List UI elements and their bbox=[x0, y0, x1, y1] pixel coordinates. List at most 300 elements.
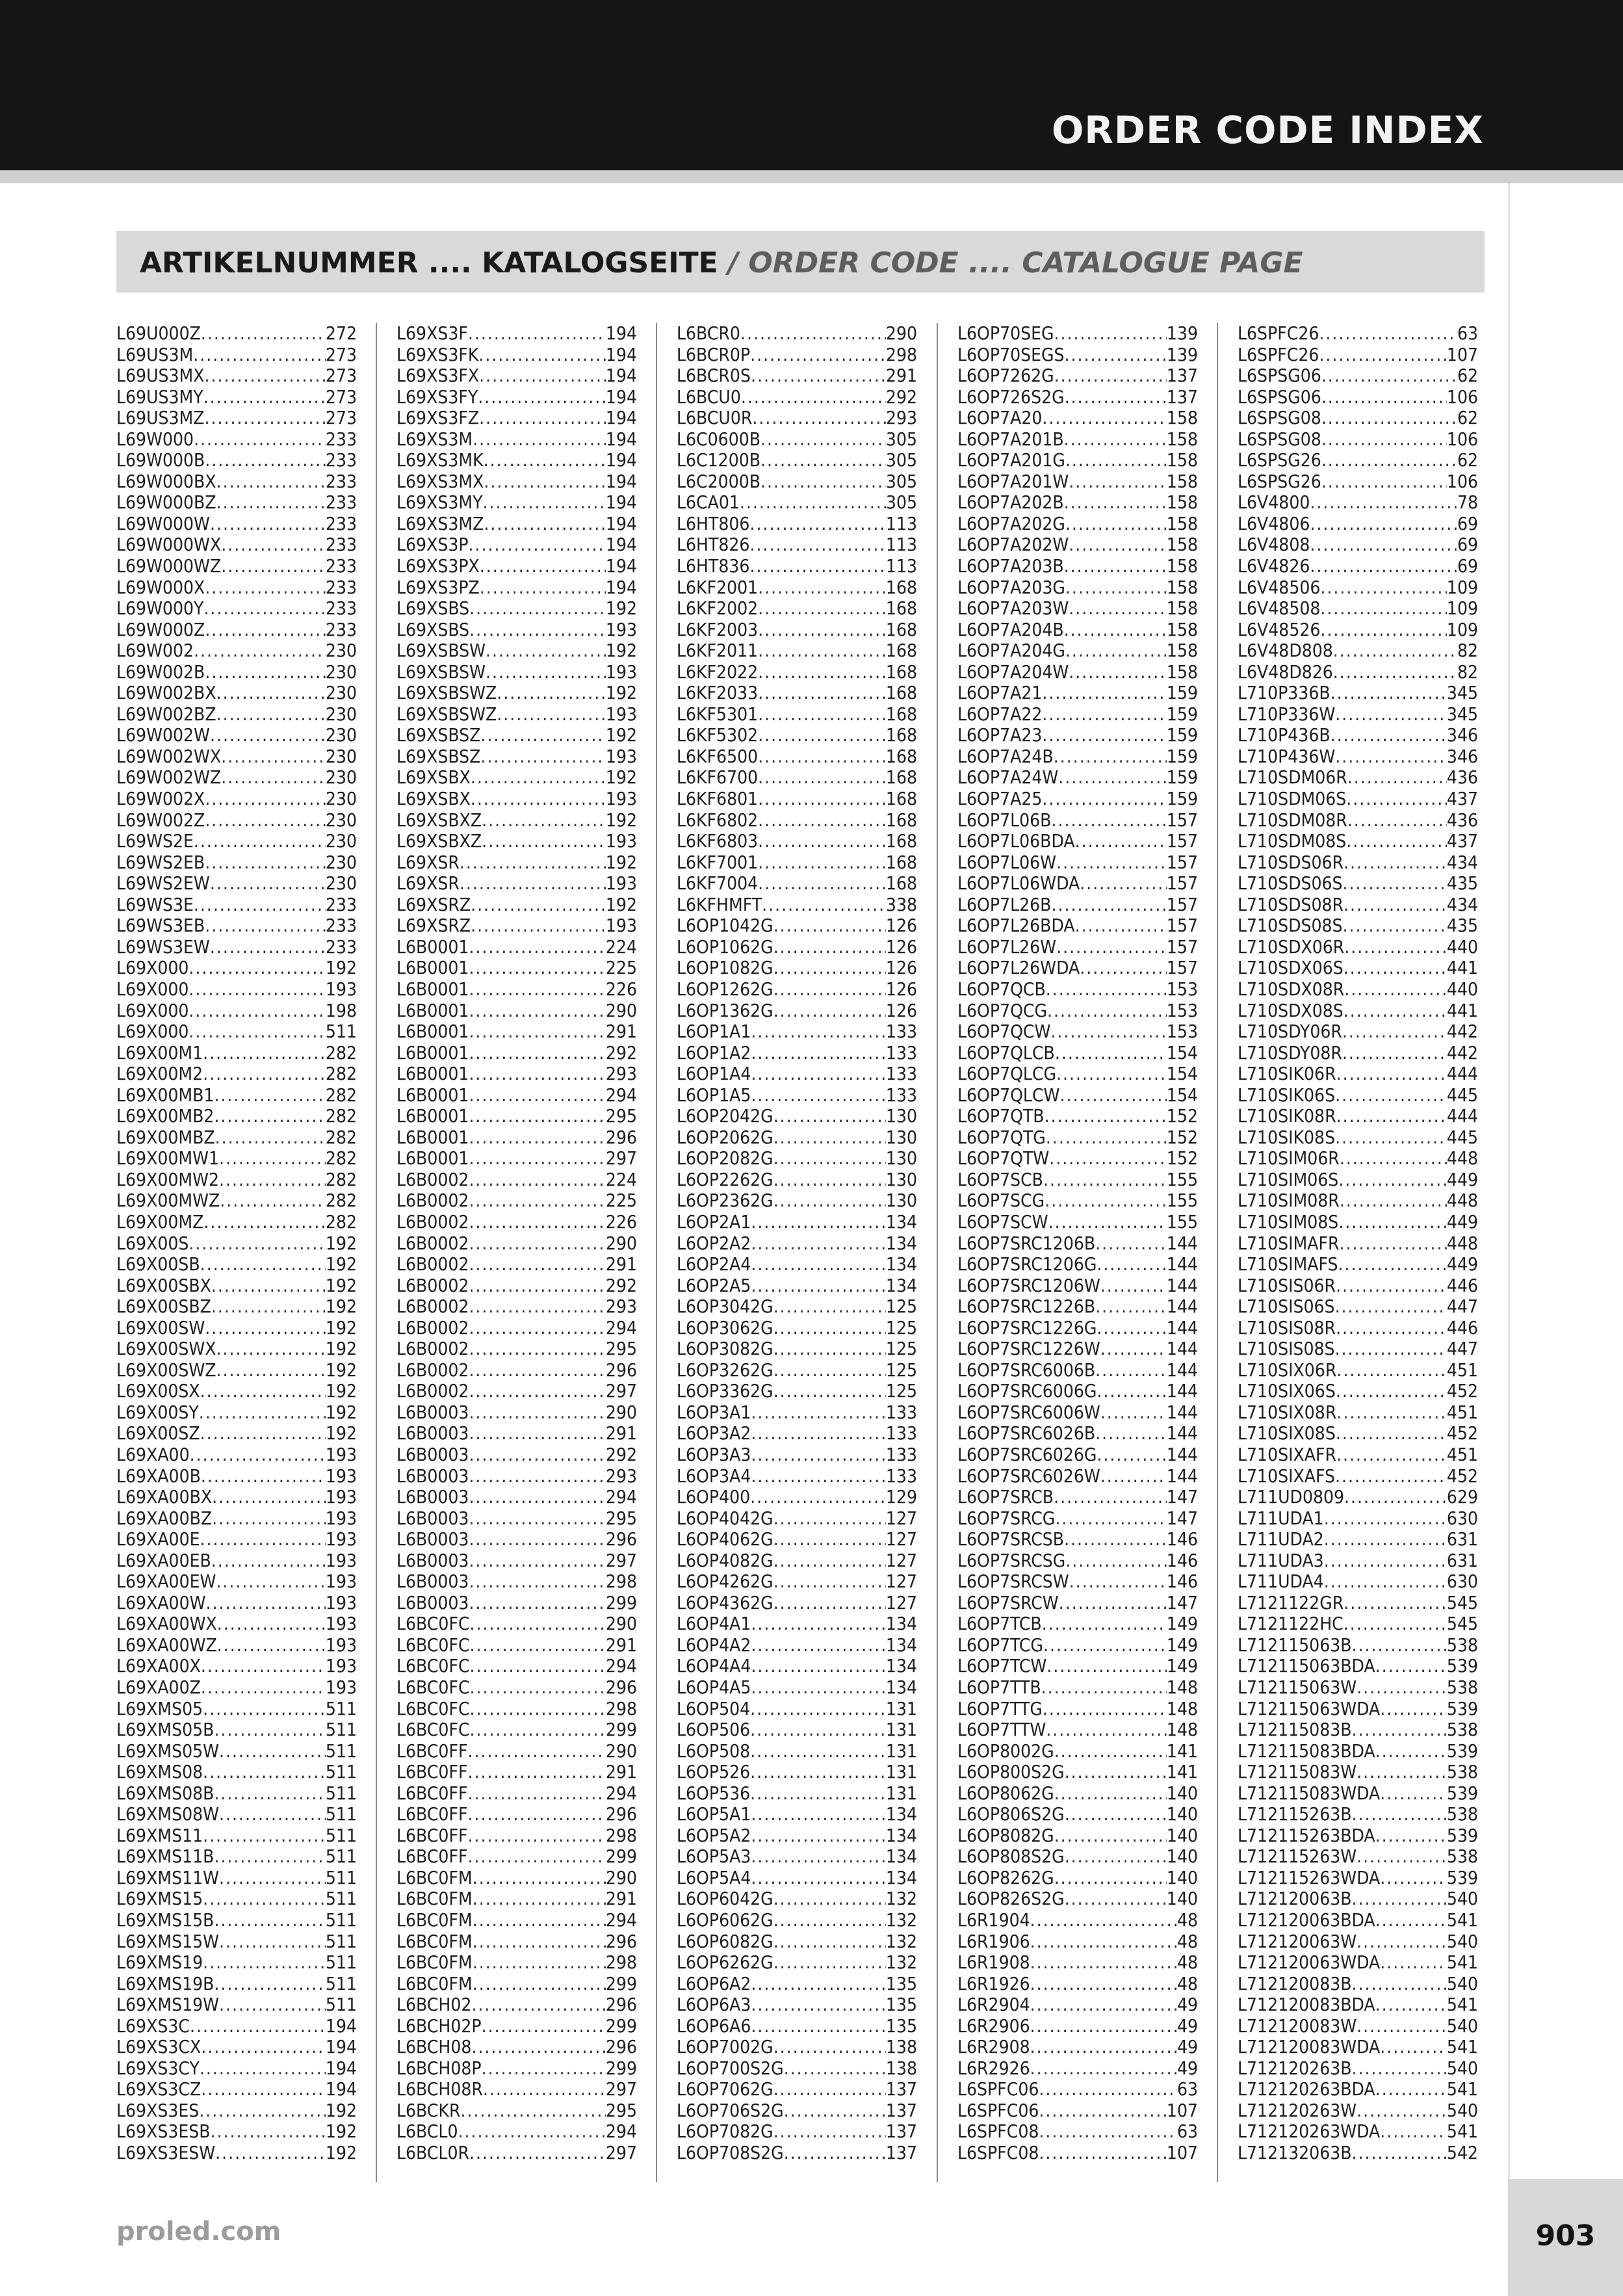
dot-leader bbox=[1046, 1127, 1167, 1149]
dot-leader bbox=[1095, 1233, 1167, 1255]
dot-leader bbox=[1321, 387, 1447, 408]
dot-leader bbox=[1097, 1444, 1167, 1466]
order-code: L6OP4A5 bbox=[677, 1676, 751, 1698]
catalogue-page: 130 bbox=[885, 1126, 917, 1148]
catalogue-page: 158 bbox=[1166, 576, 1198, 598]
dot-leader bbox=[1100, 1338, 1167, 1360]
index-entry bbox=[677, 2058, 917, 2080]
index-entry bbox=[677, 1021, 917, 1043]
dot-leader bbox=[773, 1338, 886, 1360]
dot-leader bbox=[1100, 1402, 1167, 1424]
catalogue-page: 134 bbox=[885, 1846, 917, 1868]
index-entry bbox=[957, 1106, 1198, 1127]
catalogue-page: 135 bbox=[885, 1994, 917, 2016]
dot-leader bbox=[1324, 1550, 1447, 1572]
index-entry bbox=[116, 1825, 357, 1847]
catalogue-page: 293 bbox=[605, 1465, 637, 1487]
dot-leader bbox=[751, 1804, 886, 1825]
dot-leader bbox=[210, 873, 326, 894]
index-entry bbox=[677, 2100, 917, 2122]
order-code: L7121122HC bbox=[1238, 1613, 1344, 1635]
index-entry bbox=[1238, 1360, 1478, 1381]
catalogue-page: 542 bbox=[1446, 2142, 1478, 2164]
catalogue-page: 538 bbox=[1446, 1761, 1478, 1783]
index-entry bbox=[396, 598, 637, 620]
dot-leader bbox=[471, 2037, 605, 2058]
dot-leader bbox=[216, 1571, 325, 1593]
catalogue-page: 541 bbox=[1446, 2036, 1478, 2058]
order-code: L6OP3A4 bbox=[677, 1465, 751, 1487]
catalogue-page: 132 bbox=[885, 1930, 917, 1952]
index-entry bbox=[677, 1000, 917, 1022]
index-entry bbox=[957, 1593, 1198, 1614]
catalogue-page: 292 bbox=[885, 385, 917, 408]
dot-leader bbox=[467, 1762, 605, 1783]
index-entry bbox=[957, 2037, 1198, 2058]
dot-leader bbox=[758, 746, 886, 768]
dot-leader bbox=[1380, 1868, 1447, 1889]
dot-leader bbox=[1030, 2058, 1177, 2080]
catalogue-page: 295 bbox=[605, 1338, 637, 1360]
catalogue-page: 192 bbox=[325, 2142, 357, 2164]
order-code: L69XS3C bbox=[116, 2015, 190, 2037]
index-entry bbox=[396, 1741, 637, 1762]
index-entry bbox=[396, 1825, 637, 1847]
dot-leader bbox=[1041, 1677, 1167, 1699]
catalogue-page: 297 bbox=[605, 2078, 637, 2100]
dot-leader bbox=[214, 1085, 326, 1106]
catalogue-page: 291 bbox=[605, 1888, 637, 1910]
index-entry bbox=[1238, 894, 1478, 916]
catalogue-page: 448 bbox=[1446, 1232, 1478, 1254]
order-code: L6B0003 bbox=[396, 1528, 469, 1550]
index-entry bbox=[116, 387, 357, 408]
order-code: L6V48D808 bbox=[1238, 640, 1333, 662]
dot-leader bbox=[751, 1613, 886, 1635]
catalogue-page: 193 bbox=[325, 1613, 357, 1635]
index-entry bbox=[957, 1169, 1198, 1191]
index-entry bbox=[116, 1338, 357, 1360]
index-entry bbox=[396, 323, 637, 345]
order-code: L6OP3082G bbox=[677, 1338, 773, 1360]
order-code: L6OP7SCW bbox=[957, 1210, 1048, 1233]
index-entry bbox=[1238, 873, 1478, 894]
catalogue-page: 134 bbox=[885, 1613, 917, 1635]
catalogue-page: 63 bbox=[1176, 2078, 1198, 2100]
order-code: L69XA00BZ bbox=[116, 1507, 213, 1529]
order-code: L710SDY08R bbox=[1238, 1041, 1342, 1063]
index-entry bbox=[957, 2121, 1198, 2143]
index-entry bbox=[116, 1910, 357, 1931]
index-entry bbox=[116, 2100, 357, 2122]
dot-leader bbox=[1065, 450, 1167, 471]
index-entry bbox=[116, 915, 357, 937]
order-code: L6OP7SRC1206G bbox=[957, 1253, 1097, 1275]
index-entry bbox=[677, 2143, 917, 2164]
index-entry bbox=[677, 429, 917, 450]
dot-leader bbox=[1075, 831, 1167, 852]
catalogue-page: 158 bbox=[1166, 640, 1198, 662]
order-code: L6C1200B bbox=[677, 449, 761, 471]
dot-leader bbox=[1047, 1000, 1167, 1022]
dot-leader bbox=[1347, 767, 1447, 789]
order-code: L6OP800S2G bbox=[957, 1761, 1065, 1783]
order-code: L6OP2A4 bbox=[677, 1253, 751, 1275]
dot-leader bbox=[480, 577, 606, 599]
catalogue-page: 294 bbox=[605, 1486, 637, 1508]
dot-leader bbox=[1342, 1043, 1447, 1064]
dot-leader bbox=[216, 1338, 326, 1360]
index-entry bbox=[116, 1635, 357, 1656]
order-code: L6OP826S2G bbox=[957, 1888, 1065, 1910]
index-entry bbox=[1238, 1402, 1478, 1424]
order-code: L6OP1A5 bbox=[677, 1084, 751, 1106]
index-entry bbox=[677, 1994, 917, 2016]
index-entry bbox=[957, 1190, 1198, 1212]
dot-leader bbox=[749, 534, 885, 556]
order-code: L6OP4062G bbox=[677, 1528, 773, 1550]
index-entry bbox=[677, 1487, 917, 1508]
order-code: L710SIM08R bbox=[1238, 1190, 1340, 1212]
order-code: L6BC0FM bbox=[396, 1951, 473, 1974]
catalogue-page: 107 bbox=[1166, 2142, 1198, 2164]
order-code: L710SDM06R bbox=[1238, 766, 1347, 789]
order-code: L6OP7A202G bbox=[957, 512, 1065, 534]
order-code: L6SPSG26 bbox=[1238, 470, 1321, 492]
order-code: L6OP7A201G bbox=[957, 449, 1065, 471]
dot-leader bbox=[751, 2016, 886, 2037]
order-code: L710SIS06R bbox=[1238, 1274, 1336, 1296]
dot-leader bbox=[1045, 1190, 1167, 1212]
index-entry bbox=[677, 1719, 917, 1741]
index-entry bbox=[677, 915, 917, 937]
dot-leader bbox=[751, 1656, 886, 1677]
order-code: L69X00MW2 bbox=[116, 1168, 220, 1190]
dot-leader bbox=[1048, 1212, 1167, 1233]
index-column-3 bbox=[677, 323, 917, 2164]
index-entry bbox=[396, 683, 637, 704]
catalogue-page: 446 bbox=[1446, 1274, 1478, 1296]
index-entry bbox=[1238, 1487, 1478, 1508]
order-code: L69XSBSWZ bbox=[396, 703, 497, 725]
catalogue-page: 233 bbox=[325, 618, 357, 640]
dot-leader bbox=[200, 2058, 326, 2080]
order-code: L69XSBSZ bbox=[396, 724, 481, 746]
catalogue-page: 140 bbox=[1166, 1888, 1198, 1910]
index-entry bbox=[396, 704, 637, 725]
dot-leader bbox=[1340, 1190, 1447, 1212]
index-entry bbox=[396, 1593, 637, 1614]
order-code: L69XSBS bbox=[396, 597, 470, 620]
dot-leader bbox=[194, 429, 326, 450]
order-code: L6HT806 bbox=[677, 512, 750, 534]
order-code: L712115263BDA bbox=[1238, 1824, 1375, 1846]
catalogue-page: 194 bbox=[605, 534, 637, 556]
dot-leader bbox=[471, 915, 606, 937]
order-code: L712120063W bbox=[1238, 1930, 1357, 1952]
order-code: L69X000 bbox=[116, 957, 189, 979]
dot-leader bbox=[214, 1910, 326, 1931]
index-entry bbox=[1238, 323, 1478, 345]
catalogue-page: 299 bbox=[605, 1846, 637, 1868]
dot-leader bbox=[210, 725, 326, 746]
dot-leader bbox=[193, 345, 326, 366]
dot-leader bbox=[751, 1085, 886, 1106]
order-code: L6OP7SRCSG bbox=[957, 1549, 1066, 1571]
dot-leader bbox=[751, 1021, 886, 1043]
catalogue-page: 445 bbox=[1446, 1084, 1478, 1106]
catalogue-page: 297 bbox=[605, 1549, 637, 1571]
dot-leader bbox=[1321, 450, 1457, 471]
dot-leader bbox=[211, 1275, 326, 1297]
dot-leader bbox=[201, 2037, 326, 2058]
index-entry bbox=[1238, 662, 1478, 683]
catalogue-page: 435 bbox=[1446, 872, 1478, 894]
dot-leader bbox=[188, 979, 326, 1000]
catalogue-page: 346 bbox=[1446, 745, 1478, 767]
index-entry bbox=[957, 1296, 1198, 1318]
index-entry bbox=[957, 1910, 1198, 1931]
catalogue-page: 168 bbox=[885, 851, 917, 873]
catalogue-page: 192 bbox=[325, 1232, 357, 1254]
index-entry bbox=[1238, 365, 1478, 387]
catalogue-page: 545 bbox=[1446, 1591, 1478, 1613]
index-entry bbox=[677, 873, 917, 894]
order-code: L6BCR0S bbox=[677, 365, 751, 387]
dot-leader bbox=[1095, 1423, 1167, 1444]
catalogue-page: 131 bbox=[885, 1719, 917, 1741]
index-entry bbox=[677, 1296, 917, 1318]
catalogue-page: 305 bbox=[885, 449, 917, 471]
dot-leader bbox=[199, 2100, 326, 2122]
order-code: L6KF6802 bbox=[677, 809, 759, 831]
catalogue-page: 49 bbox=[1176, 1994, 1198, 2016]
dot-leader bbox=[1352, 1719, 1447, 1741]
index-entry bbox=[396, 1846, 637, 1868]
index-entry bbox=[957, 789, 1198, 810]
order-code: L6OP7A202B bbox=[957, 491, 1064, 514]
index-entry bbox=[677, 937, 917, 958]
index-entry bbox=[1238, 577, 1478, 599]
dot-leader bbox=[188, 1021, 326, 1043]
order-code: L69XS3MX bbox=[396, 470, 484, 492]
order-code: L6B0001 bbox=[396, 978, 469, 1000]
index-entry bbox=[396, 1804, 637, 1825]
order-code: L6OP1042G bbox=[677, 915, 773, 937]
catalogue-page: 158 bbox=[1166, 618, 1198, 640]
dot-leader bbox=[469, 1318, 605, 1339]
footer-website[interactable]: proled.com bbox=[116, 2217, 281, 2247]
dot-leader bbox=[1352, 2143, 1447, 2164]
catalogue-page: 106 bbox=[1446, 385, 1478, 408]
index-entry bbox=[677, 1360, 917, 1381]
index-entry bbox=[396, 1994, 637, 2016]
dot-leader bbox=[773, 915, 886, 937]
index-entry bbox=[957, 1550, 1198, 1572]
catalogue-page: 134 bbox=[885, 1232, 917, 1254]
catalogue-page: 63 bbox=[1457, 322, 1478, 344]
order-code: L6OP7SRC6026B bbox=[957, 1422, 1096, 1444]
dot-leader bbox=[758, 725, 886, 746]
catalogue-page: 125 bbox=[885, 1296, 917, 1318]
order-code: L6B0003 bbox=[396, 1486, 469, 1508]
index-entry bbox=[116, 683, 357, 704]
catalogue-page: 82 bbox=[1457, 640, 1478, 662]
order-code: L6OP3A2 bbox=[677, 1422, 751, 1444]
catalogue-page: 147 bbox=[1166, 1507, 1198, 1529]
catalogue-page: 148 bbox=[1166, 1676, 1198, 1698]
dot-leader bbox=[1335, 1127, 1447, 1149]
catalogue-page: 107 bbox=[1166, 2099, 1198, 2121]
order-code: L712120083BDA bbox=[1238, 1994, 1375, 2016]
index-entry bbox=[957, 1952, 1198, 1974]
order-code: L6OP2362G bbox=[677, 1190, 773, 1212]
catalogue-page: 233 bbox=[325, 555, 357, 577]
catalogue-page: 194 bbox=[325, 2015, 357, 2037]
catalogue-page: 194 bbox=[325, 2078, 357, 2100]
catalogue-page: 192 bbox=[605, 724, 637, 746]
index-entry bbox=[1238, 1275, 1478, 1297]
dot-leader bbox=[214, 1974, 326, 1995]
index-entry bbox=[957, 345, 1198, 366]
index-entry bbox=[1238, 1021, 1478, 1043]
catalogue-page: 230 bbox=[325, 809, 357, 831]
dot-leader bbox=[469, 1021, 605, 1043]
index-entry bbox=[957, 1360, 1198, 1381]
order-code: L6SPFC08 bbox=[957, 2120, 1039, 2143]
index-entry bbox=[116, 767, 357, 789]
dot-leader bbox=[1336, 1402, 1447, 1424]
order-code: L6BC0FM bbox=[396, 1866, 473, 1888]
index-entry bbox=[957, 323, 1198, 345]
index-entry bbox=[677, 345, 917, 366]
dot-leader bbox=[1043, 1169, 1167, 1191]
catalogue-page: 127 bbox=[885, 1591, 917, 1613]
order-code: L69W002BX bbox=[116, 682, 216, 704]
index-entry bbox=[1238, 534, 1478, 556]
catalogue-page: 193 bbox=[325, 1655, 357, 1677]
index-entry bbox=[677, 1423, 917, 1444]
index-entry bbox=[396, 1550, 637, 1572]
dot-leader bbox=[211, 2121, 326, 2143]
index-entry bbox=[957, 767, 1198, 789]
catalogue-page: 298 bbox=[605, 1571, 637, 1593]
order-code: L6R1908 bbox=[957, 1951, 1030, 1974]
order-code: L6OP7A204B bbox=[957, 618, 1064, 640]
dot-leader bbox=[773, 1888, 886, 1910]
order-code: L69W002Z bbox=[116, 809, 205, 831]
index-entry bbox=[396, 725, 637, 746]
order-code: L6R1926 bbox=[957, 1972, 1030, 1994]
dot-leader bbox=[220, 1190, 326, 1212]
catalogue-page: 294 bbox=[605, 1655, 637, 1677]
dot-leader bbox=[190, 1444, 326, 1466]
index-entry bbox=[957, 746, 1198, 768]
order-code: L69XMS05B bbox=[116, 1719, 214, 1741]
dot-leader bbox=[470, 1699, 606, 1720]
index-entry bbox=[1238, 1381, 1478, 1402]
catalogue-page: 144 bbox=[1166, 1338, 1198, 1360]
catalogue-page: 134 bbox=[885, 1866, 917, 1888]
catalogue-page: 291 bbox=[605, 1422, 637, 1444]
order-code: L69XMS05W bbox=[116, 1740, 220, 1762]
catalogue-page: 157 bbox=[1166, 957, 1198, 979]
catalogue-page: 192 bbox=[325, 2120, 357, 2143]
catalogue-page: 224 bbox=[605, 1168, 637, 1190]
catalogue-page: 538 bbox=[1446, 1634, 1478, 1656]
dot-leader bbox=[216, 471, 326, 493]
order-code: L6OP1062G bbox=[677, 935, 773, 958]
index-entry bbox=[1238, 1741, 1478, 1762]
order-code: L69X00M1 bbox=[116, 1041, 203, 1063]
order-code: L69X00M2 bbox=[116, 1063, 203, 1085]
index-entry bbox=[677, 1825, 917, 1847]
index-entry bbox=[116, 958, 357, 979]
dot-leader bbox=[1051, 894, 1166, 916]
order-code: L6KFHMFT bbox=[677, 893, 762, 915]
dot-leader bbox=[1352, 1888, 1447, 1910]
catalogue-page: 434 bbox=[1446, 893, 1478, 915]
index-entry bbox=[957, 1275, 1198, 1297]
dot-leader bbox=[205, 365, 326, 387]
index-entry bbox=[677, 1952, 917, 1974]
order-code: L69XMS08W bbox=[116, 1803, 220, 1825]
index-entry bbox=[677, 979, 917, 1000]
dot-leader bbox=[1310, 492, 1457, 514]
order-code: L69X00MZ bbox=[116, 1210, 204, 1233]
dot-leader bbox=[1069, 471, 1167, 493]
catalogue-page: 511 bbox=[325, 1909, 357, 1931]
order-code: L69X00MB1 bbox=[116, 1084, 214, 1106]
index-entry bbox=[1238, 1994, 1478, 2016]
catalogue-page: 338 bbox=[885, 893, 917, 915]
dot-leader bbox=[1064, 429, 1167, 450]
dot-leader bbox=[480, 746, 606, 768]
dot-leader bbox=[497, 704, 606, 725]
catalogue-page: 152 bbox=[1166, 1147, 1198, 1169]
dot-leader bbox=[469, 1106, 605, 1127]
order-code: L6KF6700 bbox=[677, 766, 759, 789]
index-entry bbox=[396, 1085, 637, 1106]
dot-leader bbox=[1049, 1148, 1167, 1169]
order-code: L6B0001 bbox=[396, 1105, 469, 1127]
order-code: L6OP5A2 bbox=[677, 1824, 751, 1846]
catalogue-page: 230 bbox=[325, 660, 357, 683]
order-code: L69XA00EB bbox=[116, 1549, 211, 1571]
dot-leader bbox=[1054, 1868, 1167, 1889]
order-code: L69XA00EW bbox=[116, 1571, 216, 1593]
order-code: L6BC0FF bbox=[396, 1740, 468, 1762]
index-entry bbox=[1238, 1318, 1478, 1339]
index-entry bbox=[116, 1613, 357, 1635]
index-entry bbox=[677, 598, 917, 620]
index-entry bbox=[1238, 2079, 1478, 2100]
dot-leader bbox=[1059, 1085, 1166, 1106]
catalogue-page: 157 bbox=[1166, 935, 1198, 958]
dot-leader bbox=[773, 1318, 886, 1339]
index-entry bbox=[677, 1127, 917, 1149]
catalogue-page: 290 bbox=[605, 1232, 637, 1254]
dot-leader bbox=[760, 429, 886, 450]
index-entry bbox=[957, 620, 1198, 641]
catalogue-page: 193 bbox=[325, 1528, 357, 1550]
order-code: L6OP8082G bbox=[957, 1824, 1054, 1846]
dot-leader bbox=[1338, 1254, 1446, 1275]
dot-leader bbox=[205, 1318, 326, 1339]
index-entry bbox=[116, 1508, 357, 1530]
dot-leader bbox=[471, 894, 606, 916]
index-entry bbox=[116, 534, 357, 556]
